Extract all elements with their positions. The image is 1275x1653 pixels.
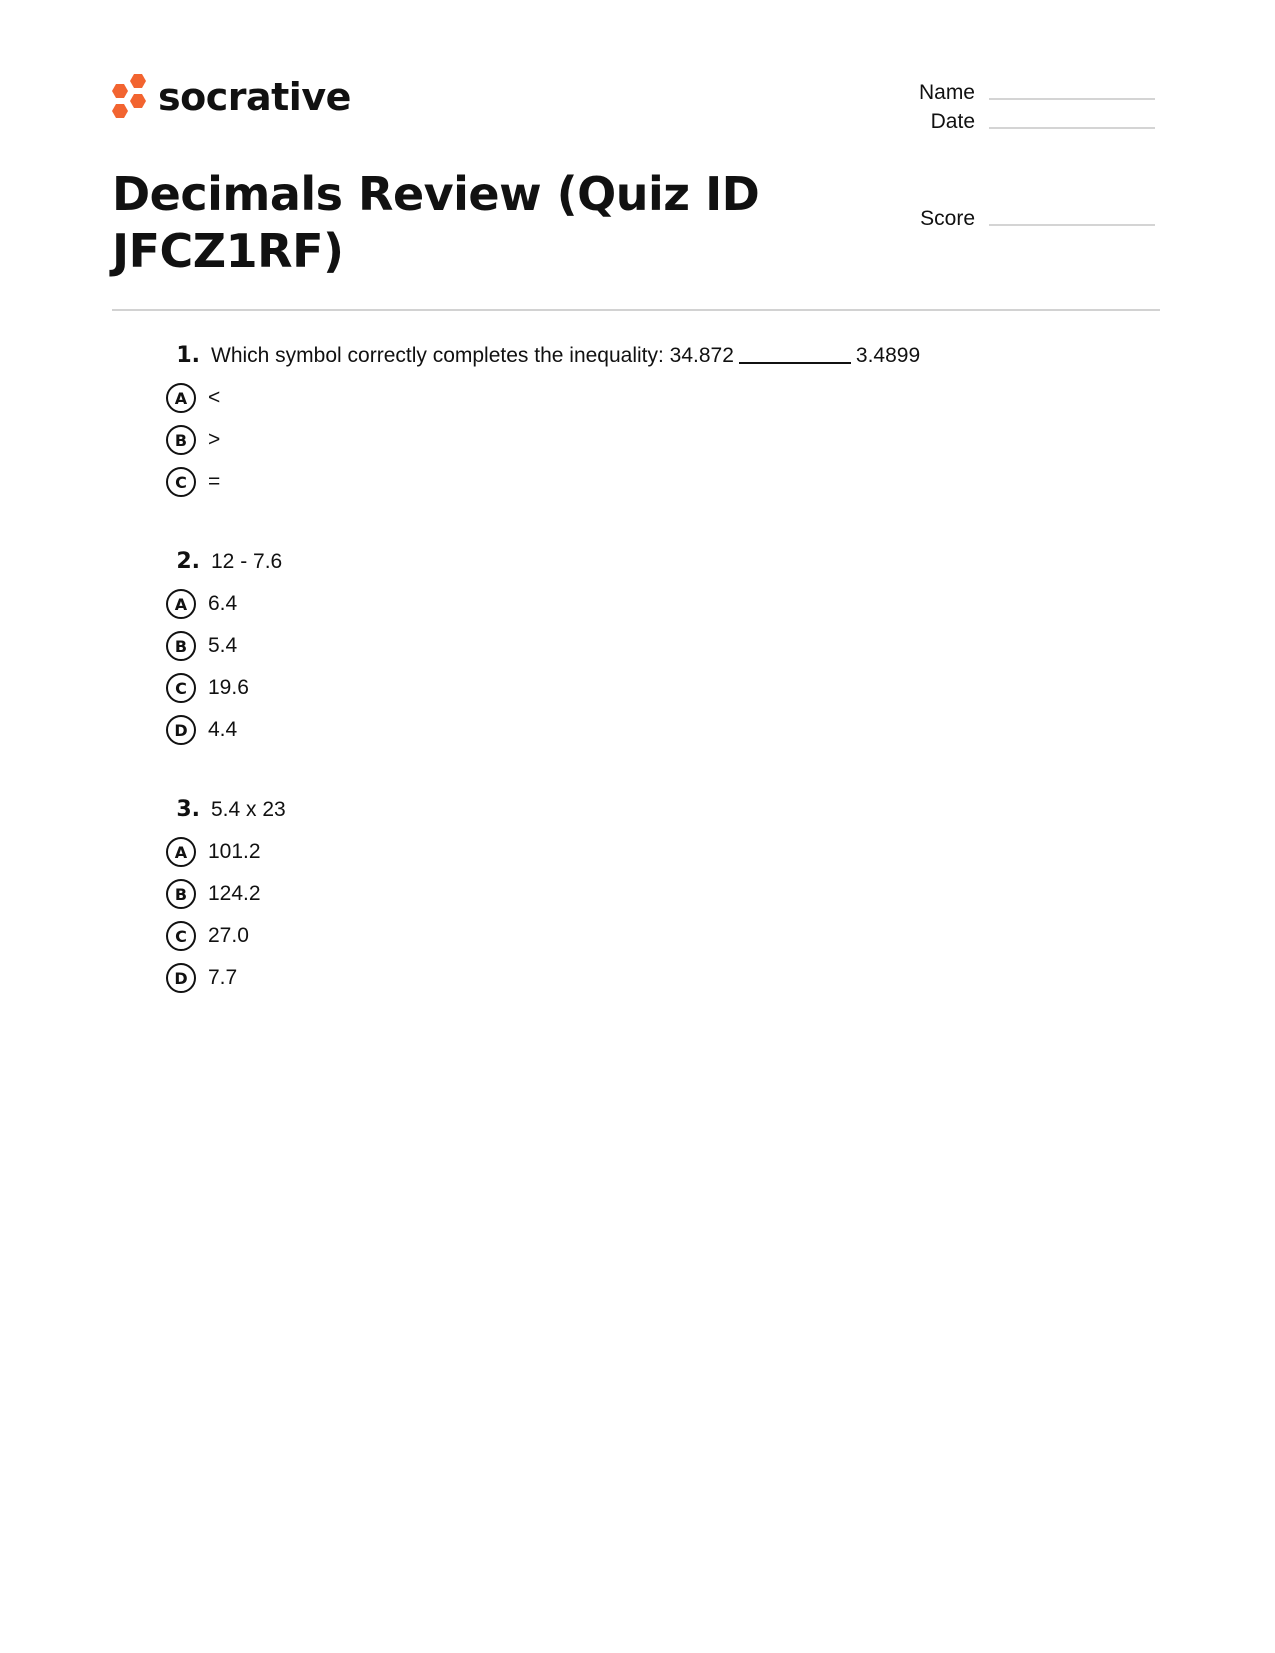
name-field[interactable] xyxy=(895,76,1155,105)
score-label: Score xyxy=(920,207,975,230)
option-bubble[interactable]: A xyxy=(166,837,196,867)
question-text-before: Which symbol correctly completes the inequality: 34.872 xyxy=(211,344,734,367)
option-a[interactable] xyxy=(166,831,1166,873)
question-list xyxy=(166,343,1166,1045)
question-3 xyxy=(166,797,1166,999)
option-bubble[interactable]: C xyxy=(166,673,196,703)
student-info-fields xyxy=(895,76,1155,231)
date-line[interactable] xyxy=(989,127,1155,129)
question-header xyxy=(166,549,1166,583)
option-c[interactable] xyxy=(166,915,1166,957)
score-field[interactable] xyxy=(895,202,1155,231)
option-b[interactable] xyxy=(166,419,1166,461)
option-bubble[interactable]: C xyxy=(166,921,196,951)
question-number: 2. xyxy=(176,549,200,574)
brand-name: socrative xyxy=(158,75,351,119)
score-line[interactable] xyxy=(989,224,1155,226)
option-a[interactable] xyxy=(166,377,1166,419)
option-b[interactable] xyxy=(166,873,1166,915)
option-c[interactable] xyxy=(166,461,1166,503)
option-bubble[interactable]: D xyxy=(166,963,196,993)
question-header xyxy=(166,797,1166,831)
question-number: 3. xyxy=(176,797,200,822)
header-divider xyxy=(112,309,1160,311)
question-text: 5.4 x 23 xyxy=(211,798,286,821)
socrative-logo xyxy=(110,72,351,122)
option-bubble[interactable]: D xyxy=(166,715,196,745)
option-text: 27.0 xyxy=(208,924,249,947)
date-label: Date xyxy=(930,110,975,133)
name-line[interactable] xyxy=(989,98,1155,100)
option-d[interactable] xyxy=(166,709,1166,751)
option-text: > xyxy=(208,428,221,451)
option-text: 7.7 xyxy=(208,966,238,989)
question-header xyxy=(166,343,1166,377)
option-text: 5.4 xyxy=(208,634,238,657)
date-field[interactable] xyxy=(895,105,1155,134)
option-text: 4.4 xyxy=(208,718,238,741)
answer-blank xyxy=(739,362,851,364)
option-text: 124.2 xyxy=(208,882,261,905)
option-text: 101.2 xyxy=(208,840,261,863)
option-bubble[interactable]: B xyxy=(166,631,196,661)
question-1 xyxy=(166,343,1166,503)
option-text: 19.6 xyxy=(208,676,249,699)
quiz-title: Decimals Review (Quiz ID JFCZ1RF) xyxy=(112,167,760,278)
question-2 xyxy=(166,549,1166,751)
question-number: 1. xyxy=(176,343,200,368)
hexagon-logo-icon xyxy=(110,72,150,122)
option-bubble[interactable]: A xyxy=(166,589,196,619)
question-text xyxy=(211,344,920,368)
option-text: = xyxy=(208,470,221,493)
name-label: Name xyxy=(918,81,975,104)
option-bubble[interactable]: B xyxy=(166,879,196,909)
option-bubble[interactable]: C xyxy=(166,467,196,497)
option-a[interactable] xyxy=(166,583,1166,625)
option-b[interactable] xyxy=(166,625,1166,667)
option-c[interactable] xyxy=(166,667,1166,709)
option-bubble[interactable]: A xyxy=(166,383,196,413)
option-d[interactable] xyxy=(166,957,1166,999)
option-text: 6.4 xyxy=(208,592,238,615)
question-text-after: 3.4899 xyxy=(855,344,921,367)
question-text: 12 - 7.6 xyxy=(211,550,283,573)
option-text: < xyxy=(208,386,221,409)
option-bubble[interactable]: B xyxy=(166,425,196,455)
